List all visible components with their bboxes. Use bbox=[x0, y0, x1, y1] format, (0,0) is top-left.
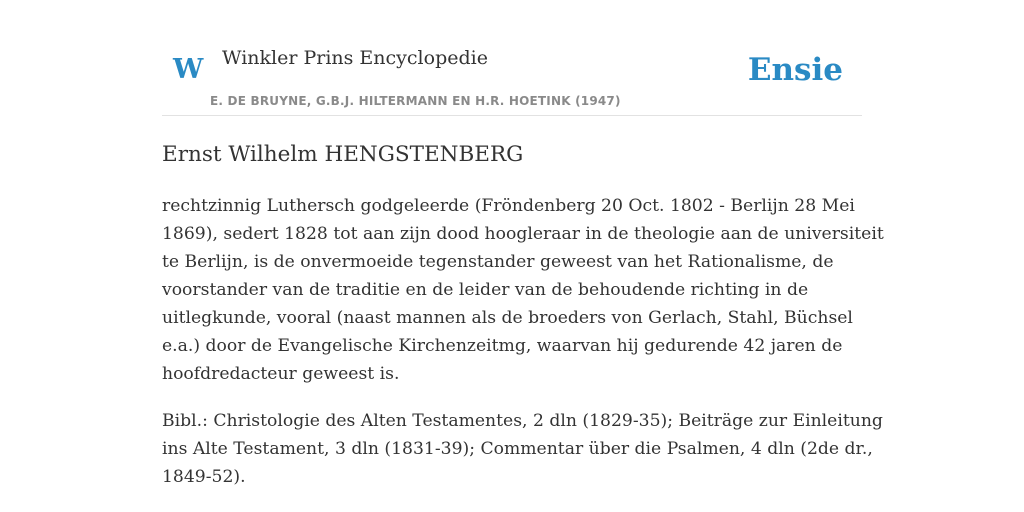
paragraph-line: ins Alte Testament, 3 dln (1831-39); Commentar über die Psalmen, 4 dln (2de dr., bbox=[162, 439, 873, 459]
article-title: Ernst Wilhelm HENGSTENBERG bbox=[162, 142, 524, 167]
paragraph-line: Bibl.: Christologie des Alten Testamentes, 2 dln (1829-35); Beiträge zur Einleitung bbox=[162, 411, 883, 431]
article-paragraph-main bbox=[162, 192, 884, 388]
authors-line: E. DE BRUYNE, G.B.J. HILTERMANN EN H.R. HOETINK (1947) bbox=[210, 94, 621, 108]
paragraph-line: 1869), sedert 1828 tot aan zijn dood hoogleraar in de theologie aan de universiteit bbox=[162, 224, 884, 244]
header-divider bbox=[162, 115, 862, 116]
publication-title[interactable]: Winkler Prins Encyclopedie bbox=[222, 47, 488, 69]
paragraph-line: rechtzinnig Luthersch godgeleerde (Fröndenberg 20 Oct. 1802 - Berlijn 28 Mei bbox=[162, 196, 855, 216]
paragraph-line: 1849-52). bbox=[162, 467, 246, 487]
paragraph-line: e.a.) door de Evangelische Kirchenzeitmg, waarvan hij gedurende 42 jaren de bbox=[162, 336, 843, 356]
article-paragraph-bibliography bbox=[162, 407, 883, 491]
paragraph-line: voorstander van de traditie en de leider van de behoudende richting in de bbox=[162, 280, 809, 300]
paragraph-line: uitlegkunde, vooral (naast mannen als de broeders von Gerlach, Stahl, Büchsel bbox=[162, 308, 853, 328]
logo-w-icon[interactable]: W bbox=[173, 54, 204, 85]
paragraph-line: hoofdredacteur geweest is. bbox=[162, 364, 400, 384]
paragraph-line: te Berlijn, is de onvermoeide tegenstander geweest van het Rationalisme, de bbox=[162, 252, 834, 272]
brand-logo[interactable]: Ensie bbox=[747, 52, 843, 88]
